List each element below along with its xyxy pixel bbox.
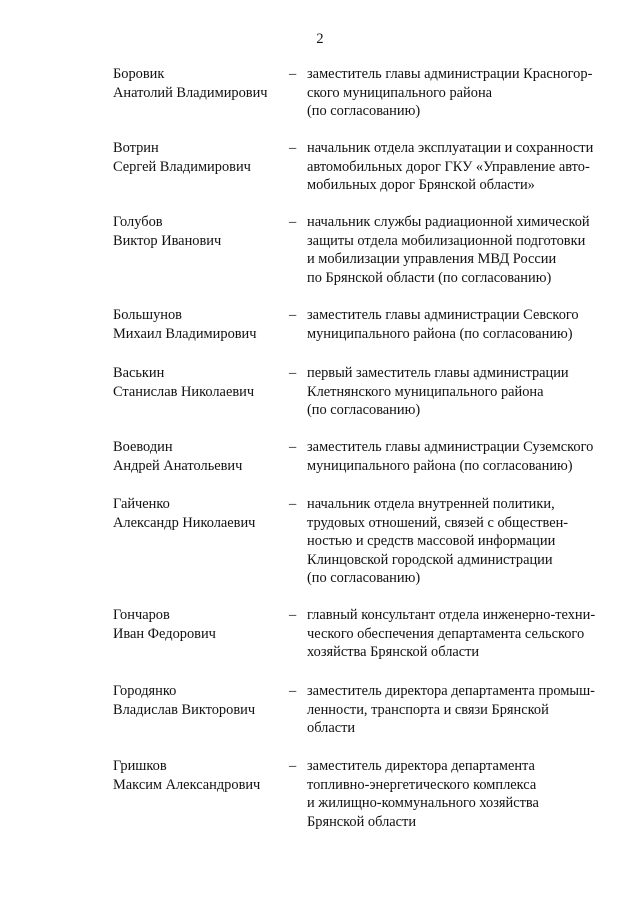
member-surname: Большунов (113, 307, 182, 323)
member-given-names: Сергей Владимирович (113, 158, 251, 175)
member-given-names: Михаил Владимирович (113, 325, 257, 342)
member-role (307, 306, 627, 343)
role-line: Клинцовской городской администрации (307, 551, 553, 568)
member-role (307, 495, 627, 588)
role-line: ностью и средств массовой информации (307, 533, 556, 549)
member-given-names: Виктор Иванович (113, 232, 222, 249)
member-given-names: Андрей Анатольевич (113, 457, 243, 474)
member-surname: Боровик (113, 66, 165, 82)
role-line: автомобильных дорог ГКУ «Управление авто- (307, 158, 590, 175)
member-given-names: Владислав Викторович (113, 701, 256, 718)
member-name (113, 364, 283, 401)
role-line: мобильных дорог Брянской области» (307, 177, 535, 193)
dash-separator: – (289, 683, 297, 699)
member-role (307, 139, 627, 195)
member-name (113, 757, 283, 794)
member-name (113, 65, 283, 102)
member-role (307, 65, 627, 121)
member-given-names: Иван Федорович (113, 625, 216, 642)
role-line: ского муниципального района (307, 84, 493, 101)
member-surname: Гришков (113, 758, 167, 774)
member-surname: Васькин (113, 365, 165, 381)
member-name (113, 606, 283, 643)
role-line: трудовых отношений, связей с обществен- (307, 514, 569, 531)
dash-separator: – (289, 365, 297, 381)
dash-separator: – (289, 607, 297, 623)
role-line: начальник службы радиационной химической (307, 214, 590, 230)
member-role (307, 438, 627, 475)
role-line: по Брянской области (по согласованию) (307, 269, 552, 286)
role-line: муниципального района (по согласованию) (307, 457, 573, 474)
dash-separator: – (289, 214, 297, 230)
role-line: заместитель директора департамента (307, 758, 535, 774)
dash-separator: – (289, 140, 297, 156)
role-line: первый заместитель главы администрации (307, 365, 569, 381)
role-line: (по согласованию) (307, 570, 421, 586)
member-name (113, 682, 283, 719)
member-surname: Вотрин (113, 140, 159, 156)
member-surname: Голубов (113, 214, 163, 230)
role-line: заместитель директора департамента промыш- (307, 683, 595, 699)
dash-separator: – (289, 307, 297, 323)
member-role (307, 364, 627, 420)
role-line: хозяйства Брянской области (307, 644, 480, 660)
role-line: начальник отдела эксплуатации и сохранности (307, 140, 594, 156)
member-given-names: Анатолий Владимирович (113, 84, 268, 101)
member-surname: Гончаров (113, 607, 170, 623)
role-line: начальник отдела внутренней политики, (307, 496, 555, 512)
member-given-names: Максим Александрович (113, 776, 261, 793)
member-given-names: Станислав Николаевич (113, 383, 255, 400)
dash-separator: – (289, 439, 297, 455)
role-line: топливно-энергетического комплекса (307, 776, 537, 793)
member-name (113, 495, 283, 532)
member-surname: Воеводин (113, 439, 173, 455)
role-line: ческого обеспечения департамента сельского (307, 625, 585, 642)
role-line: Брянской области (307, 813, 417, 830)
member-role (307, 682, 627, 738)
member-surname: Гайченко (113, 496, 170, 512)
role-line: заместитель главы администрации Красногор- (307, 66, 593, 82)
role-line: (по согласованию) (307, 103, 421, 119)
role-line: защиты отдела мобилизационной подготовки (307, 232, 586, 249)
role-line: заместитель главы администрации Суземского (307, 439, 594, 455)
role-line: Клетнянского муниципального района (307, 383, 544, 400)
role-line: (по согласованию) (307, 402, 421, 418)
dash-separator: – (289, 758, 297, 774)
member-name (113, 306, 283, 343)
member-name (113, 139, 283, 176)
member-name (113, 213, 283, 250)
role-line: муниципального района (по согласованию) (307, 325, 573, 342)
member-role (307, 213, 627, 287)
member-role (307, 757, 627, 831)
role-line: области (307, 720, 356, 736)
member-name (113, 438, 283, 475)
role-line: и жилищно-коммунального хозяйства (307, 795, 539, 811)
role-line: и мобилизации управления МВД России (307, 251, 557, 267)
dash-separator: – (289, 496, 297, 512)
role-line: ленности, транспорта и связи Брянской (307, 701, 549, 718)
member-surname: Городянко (113, 683, 177, 699)
dash-separator: – (289, 66, 297, 82)
role-line: главный консультант отдела инженерно-техни- (307, 607, 596, 623)
role-line: заместитель главы администрации Севского (307, 307, 579, 323)
member-role (307, 606, 627, 662)
member-given-names: Александр Николаевич (113, 514, 256, 531)
page-number: 2 (316, 31, 324, 47)
